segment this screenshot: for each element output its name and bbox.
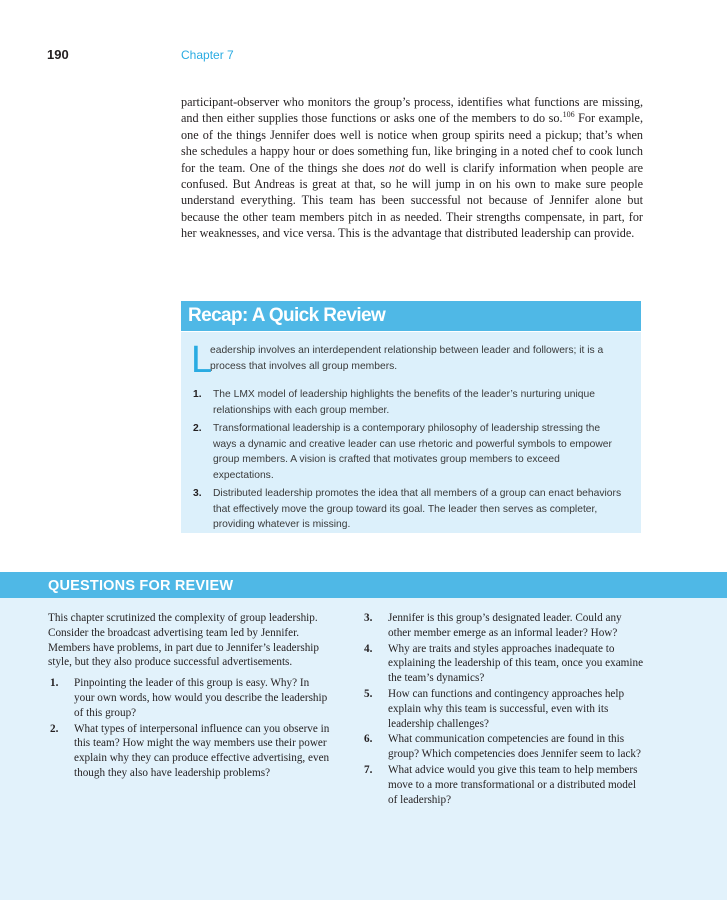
question-text: Why are traits and styles approaches inadequate to explaining the leadership of this team, once you examine the team’s dynamics? bbox=[388, 642, 644, 685]
question-number: 4. bbox=[364, 642, 373, 655]
recap-item bbox=[193, 421, 623, 483]
question-text: What advice would you give this team to help members move to a more transformational or a distributed model of leadership? bbox=[388, 763, 638, 806]
question-text: What communication competencies are found in this group? Which competencies does Jennifer seem to lack? bbox=[388, 733, 641, 761]
question-item bbox=[362, 642, 644, 686]
questions-right-column bbox=[362, 611, 644, 808]
question-item bbox=[362, 763, 644, 807]
question-text: Pinpointing the leader of this group is easy. Why? In your own words, how would you describe the leadership of this group? bbox=[74, 677, 328, 719]
recap-intro-text: eadership involves an interdependent relationship between leader and followers; it is a process that involves all group members. bbox=[210, 345, 604, 372]
recap-list bbox=[193, 387, 623, 533]
question-item bbox=[362, 732, 644, 762]
recap-item-number: 2. bbox=[193, 423, 202, 434]
recap-box bbox=[181, 301, 641, 533]
questions-list-right bbox=[362, 611, 644, 807]
recap-item-text: Distributed leadership promotes the idea that all members of a group can enact behaviors that effectively move the group toward its goal. The leader then serves as completer, providing whatever is missing. bbox=[213, 488, 622, 530]
question-number: 6. bbox=[364, 733, 373, 746]
footnote-ref: 106 bbox=[562, 110, 575, 120]
questions-list-left bbox=[48, 676, 330, 781]
questions-section bbox=[0, 572, 727, 900]
recap-item-number: 3. bbox=[193, 488, 202, 499]
recap-drop-cap: L bbox=[191, 339, 213, 381]
recap-item-number: 1. bbox=[193, 389, 202, 400]
recap-title: Recap: A Quick Review bbox=[188, 305, 386, 326]
body-text-1: participant-observer who monitors the group’s process, identifies what functions are missing, and then either supplies those functions or asks one of the members to do so. bbox=[181, 95, 643, 126]
question-number: 1. bbox=[50, 677, 59, 690]
questions-header bbox=[0, 572, 727, 598]
question-text: How can functions and contingency approaches help explain why this team is successful, even with its leadership challenges? bbox=[388, 687, 625, 730]
recap-item bbox=[193, 387, 623, 418]
questions-title: QUESTIONS FOR REVIEW bbox=[48, 578, 234, 594]
question-item bbox=[48, 676, 330, 720]
question-text: What types of interpersonal influence can you observe in this team? How might the way members use their power explain why they can produce effective advertising, even though they also have leadership problems? bbox=[74, 722, 330, 779]
question-number: 5. bbox=[364, 687, 373, 700]
body-paragraph bbox=[181, 94, 643, 242]
question-item bbox=[362, 687, 644, 731]
question-item bbox=[48, 722, 330, 781]
question-text: Jennifer is this group’s designated leader. Could any other member emerge as an informal leader? How? bbox=[388, 612, 622, 639]
recap-intro bbox=[191, 339, 627, 381]
question-number: 2. bbox=[50, 722, 59, 735]
body-emphasis: not bbox=[388, 160, 405, 175]
recap-item-text: Transformational leadership is a contemporary philosophy of leadership stressing the ways a dynamic and creative leader can use rhetoric and powerful symbols to empower group members. A vision is crafted that motivates group members to exceed expectations. bbox=[213, 423, 612, 481]
question-item bbox=[362, 611, 644, 641]
recap-header bbox=[181, 301, 641, 332]
page-number: 190 bbox=[47, 47, 69, 62]
recap-item bbox=[193, 486, 623, 533]
recap-item-text: The LMX model of leadership highlights the benefits of the leader’s nurturing unique relationships with each group member. bbox=[213, 389, 595, 416]
question-number: 3. bbox=[364, 612, 373, 624]
body-text-2: For example, one of the things Jennifer does well is notice when group spirits need a pickup; that’s when she schedules a happy hour or does something fun, like bringing in a noted chef to cook lunch for the team. One of the things she does bbox=[181, 111, 643, 175]
question-number: 7. bbox=[364, 763, 373, 776]
chapter-label: Chapter 7 bbox=[181, 48, 234, 62]
questions-intro: This chapter scrutinized the complexity of group leadership. Consider the broadcast advertising team led by Jennifer. Members have problems, in part due to Jennifer’s leadership style, but they also produce successful advertisements. bbox=[48, 612, 320, 669]
recap-body bbox=[181, 339, 641, 533]
questions-left-column bbox=[48, 611, 330, 782]
body-text-3: do well is clarify information when people are confused. But Andreas is great at that, so he will jump in on his own to make sure people understand everything. This team has been successful not because of Jennifer alone but because the other team members pitch in as needed. Their strengths compensate, in part, for her weaknesses, and vice versa. This is the advantage that distributed leadership can provide. bbox=[181, 160, 643, 241]
